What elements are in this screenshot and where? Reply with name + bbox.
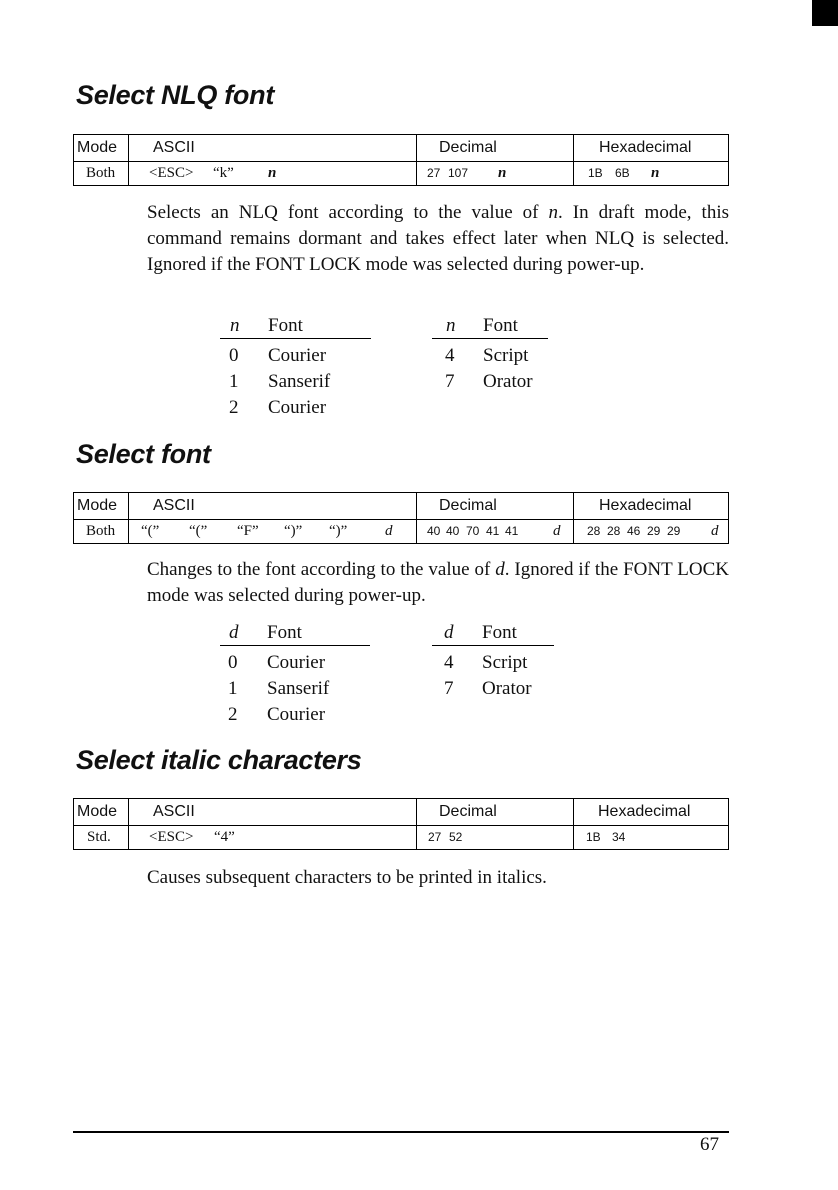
font-table-name: Courier	[267, 704, 326, 725]
font-table-name: Script	[482, 652, 528, 673]
hex-token: 28	[587, 524, 601, 538]
section-title-select-font: Select font	[76, 439, 211, 469]
description-select-italic: Causes subsequent characters to be printed in italics.	[147, 867, 547, 888]
font-table-font-header: Font	[482, 622, 517, 643]
decimal-token: 107	[448, 166, 469, 180]
table-header-row	[74, 493, 728, 520]
decimal-token-var: d	[553, 523, 561, 539]
hex-token: 29	[667, 524, 681, 538]
ascii-token-var: d	[385, 523, 393, 539]
table-row	[74, 161, 728, 187]
font-table-font-header: Font	[267, 622, 302, 643]
font-table-d	[220, 620, 560, 730]
font-table-name: Sanserif	[267, 678, 330, 699]
font-table-code: 1	[228, 678, 238, 699]
ascii-token: “(”	[189, 523, 208, 539]
section-title-select-italic: Select italic characters	[76, 745, 362, 775]
decimal-token: 41	[486, 524, 500, 538]
hex-token: 1B	[588, 166, 603, 180]
font-table-code: 2	[229, 397, 239, 418]
ascii-token: “)”	[284, 523, 303, 539]
decimal-token: 27	[428, 830, 442, 844]
font-table-code: 7	[444, 678, 454, 699]
header-ascii: ASCII	[153, 139, 195, 156]
decimal-token: 41	[505, 524, 519, 538]
font-table-code: 1	[229, 371, 239, 392]
hex-token: 46	[627, 524, 641, 538]
font-table-name: Courier	[268, 397, 327, 418]
hex-token-var: d	[711, 523, 719, 539]
font-table-var-header: n	[446, 315, 456, 336]
decimal-token: 52	[449, 830, 463, 844]
font-table-code: 0	[228, 652, 238, 673]
header-hexadecimal: Hexadecimal	[599, 497, 692, 514]
font-table-code: 2	[228, 704, 238, 725]
footer-rule	[73, 1131, 729, 1133]
description-nlq-font: Selects an NLQ font according to the value of n. In draft mode, this command remains dormant and takes effect later when NLQ is selected. Ignored if the FONT LOCK mode was selected during power-up.	[147, 202, 729, 275]
header-decimal: Decimal	[439, 139, 497, 156]
font-table-code: 4	[445, 345, 455, 366]
font-table-var-header: n	[230, 315, 240, 336]
font-table-n	[220, 313, 560, 423]
hex-token: 1B	[586, 830, 601, 844]
ascii-token-var: n	[268, 165, 277, 181]
font-table-name: Script	[483, 345, 529, 366]
hex-token: 34	[612, 830, 626, 844]
ascii-token: <ESC>	[149, 165, 194, 181]
hex-token: 6B	[615, 166, 630, 180]
font-table-name: Courier	[268, 345, 327, 366]
decimal-token: 40	[427, 524, 441, 538]
font-table-font-header: Font	[268, 315, 303, 336]
font-table-code: 4	[444, 652, 454, 673]
header-hexadecimal: Hexadecimal	[598, 803, 691, 820]
mode-value: Both	[86, 523, 116, 539]
font-table-name: Orator	[482, 678, 532, 699]
font-table-var-header: d	[444, 622, 454, 643]
mode-value: Std.	[87, 829, 111, 845]
header-decimal: Decimal	[439, 803, 497, 820]
hex-token-var: n	[651, 165, 660, 181]
header-ascii: ASCII	[153, 803, 195, 820]
font-table-name: Sanserif	[268, 371, 331, 392]
table-header-row	[74, 799, 728, 826]
decimal-token: 40	[446, 524, 460, 538]
hex-token: 28	[607, 524, 621, 538]
font-table-name: Courier	[267, 652, 326, 673]
font-table-var-header: d	[229, 622, 239, 643]
header-decimal: Decimal	[439, 497, 497, 514]
decimal-token: 70	[466, 524, 480, 538]
command-table-nlq-font	[73, 134, 729, 186]
hex-token: 29	[647, 524, 661, 538]
header-ascii: ASCII	[153, 497, 195, 514]
table-row	[74, 519, 728, 545]
font-table-name: Orator	[483, 371, 533, 392]
ascii-token: “)”	[329, 523, 348, 539]
ascii-token: “(”	[141, 523, 160, 539]
mode-value: Both	[86, 165, 116, 181]
command-table-select-italic	[73, 798, 729, 850]
font-table-code: 0	[229, 345, 239, 366]
decimal-token: 27	[427, 166, 441, 180]
ascii-token: “F”	[237, 523, 259, 539]
header-mode: Mode	[77, 497, 118, 514]
font-table-font-header: Font	[483, 315, 518, 336]
page-number: 67	[700, 1134, 719, 1155]
description-select-font: Changes to the font according to the value of d. Ignored if the FONT LOCK mode was selected during power-up.	[147, 559, 729, 606]
header-hexadecimal: Hexadecimal	[599, 139, 692, 156]
decimal-token-var: n	[498, 165, 507, 181]
page-corner-mark	[812, 0, 838, 26]
header-mode: Mode	[77, 139, 118, 156]
command-table-select-font	[73, 492, 729, 544]
ascii-token: “k”	[213, 165, 234, 181]
font-table-code: 7	[445, 371, 455, 392]
ascii-token: <ESC>	[149, 829, 194, 845]
ascii-token: “4”	[214, 829, 235, 845]
section-title-select-nlq-font: Select NLQ font	[76, 80, 275, 110]
header-mode: Mode	[77, 803, 118, 820]
table-header-row	[74, 135, 728, 162]
table-row	[74, 825, 728, 851]
